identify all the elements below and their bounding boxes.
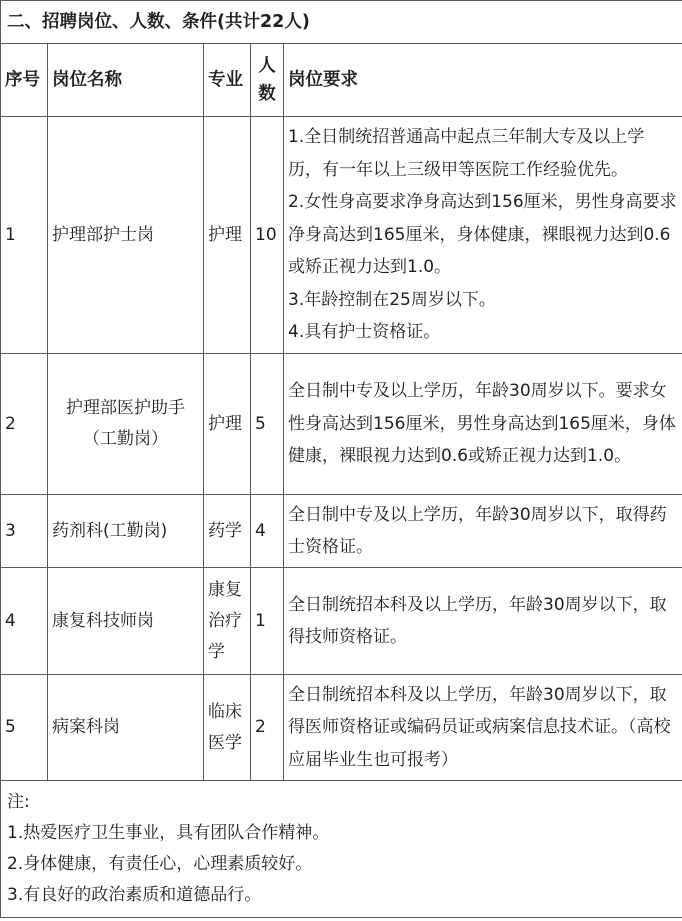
row-4-count: 1 (251, 568, 284, 675)
row-1-position: 护理部护士岗 (48, 117, 204, 354)
row-4-seq: 4 (1, 568, 48, 675)
row-1-count: 10 (251, 117, 284, 354)
notes-label: 注: (7, 792, 30, 812)
row-3-seq: 3 (1, 495, 48, 568)
row-3-major: 药学 (204, 495, 251, 568)
row-3-requirements: 全日制中专及以上学历，年龄30周岁以下，取得药士资格证。 (284, 495, 682, 568)
row-1-seq: 1 (1, 117, 48, 354)
row-2-major: 护理 (204, 354, 251, 495)
row-5-count: 2 (251, 675, 284, 781)
note-item-2: 2.身体健康，有责任心，心理素质较好。 (7, 854, 313, 874)
row-2-seq: 2 (1, 354, 48, 495)
row-2-position: 护理部医护助手 （工勤岗） (48, 354, 204, 495)
header-count: 人 数 (251, 44, 284, 117)
row-5-seq: 5 (1, 675, 48, 781)
row-3-position: 药剂科(工勤岗) (48, 495, 204, 568)
header-position: 岗位名称 (48, 44, 204, 117)
header-seq: 序号 (1, 44, 48, 117)
row-4-position: 康复科技师岗 (48, 568, 204, 675)
note-item-3: 3.有良好的政治素质和道德品行。 (7, 885, 262, 905)
row-3-count: 4 (251, 495, 284, 568)
row-4-requirements: 全日制统招本科及以上学历，年龄30周岁以下，取得技师资格证。 (284, 568, 682, 675)
row-5-major: 临床 医学 (204, 675, 251, 781)
header-major: 专业 (204, 44, 251, 117)
row-2-count: 5 (251, 354, 284, 495)
note-item-1: 1.热爱医疗卫生事业，具有团队合作精神。 (7, 823, 330, 843)
notes-cell (1, 781, 682, 918)
section-title: 二、招聘岗位、人数、条件(共计22人) (1, 1, 682, 44)
header-requirements: 岗位要求 (284, 44, 682, 117)
row-4-major: 康复 治疗 学 (204, 568, 251, 675)
row-5-requirements: 全日制统招本科及以上学历，年龄30周岁以下，取得医师资格证或编码员证或病案信息技术证。（高校应届毕业生也可报考） (284, 675, 682, 781)
row-2-requirements: 全日制中专及以上学历，年龄30周岁以下。要求女性身高达到156厘米，男性身高达到165厘米，身体健康，裸眼视力达到0.6或矫正视力达到1.0。 (284, 354, 682, 495)
row-1-major: 护理 (204, 117, 251, 354)
row-1-requirements: 1.全日制统招普通高中起点三年制大专及以上学历，有一年以上三级甲等医院工作经验优先。 2.女性身高要求净身高达到156厘米，男性身高要求净身高达到165厘米，身体健康，裸眼视力达到0.6或矫正视力达到1.0。 3.年龄控制在25周岁以下。 4.具有护士资格证。 (284, 117, 682, 354)
row-5-position: 病案科岗 (48, 675, 204, 781)
